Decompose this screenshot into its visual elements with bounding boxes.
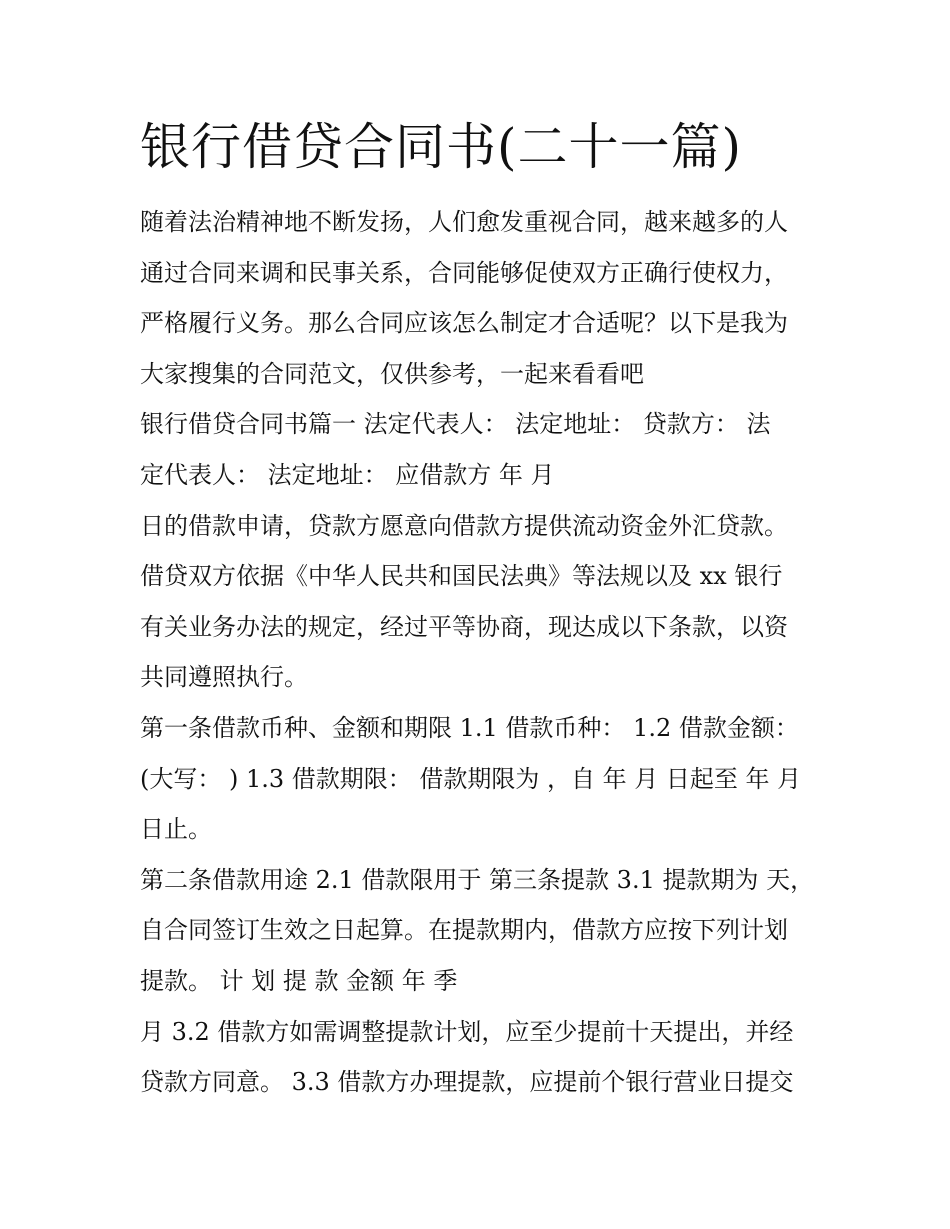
- paragraph-line: 提款。 计 划 提 款 金额 年 季: [140, 966, 458, 995]
- paragraph-line: 有关业务办法的规定，经过平等协商，现达成以下条款，以资: [140, 612, 788, 641]
- paragraph-line: 第二条借款用途 2.1 借款限用于 第三条提款 3.1 提款期为 天，: [140, 865, 815, 894]
- paragraph-line: 日止。: [140, 815, 212, 844]
- paragraph-line: (大写： ) 1.3 借款期限： 借款期限为 ，自 年 月 日起至 年 月: [140, 764, 802, 793]
- paragraph-line: 第一条借款币种、金额和期限 1.1 借款币种： 1.2 借款金额：: [140, 713, 799, 742]
- paragraph-line: 严格履行义务。那么合同应该怎么制定才合适呢？以下是我为: [140, 309, 788, 338]
- paragraph-line: 贷款方同意。 3.3 借款方办理提款，应提前个银行营业日提交: [140, 1068, 794, 1097]
- paragraph-line: 定代表人： 法定地址： 应借款方 年 月: [140, 460, 555, 489]
- paragraph-line: 自合同签订生效之日起算。在提款期内，借款方应按下列计划: [140, 916, 788, 945]
- document-body: [140, 197, 820, 1108]
- paragraph-line: 通过合同来调和民事关系，合同能够促使双方正确行使权力，: [140, 258, 788, 287]
- paragraph-line: 银行借贷合同书篇一 法定代表人： 法定地址： 贷款方： 法: [140, 410, 771, 439]
- paragraph-line: 日的借款申请，贷款方愿意向借款方提供流动资金外汇贷款。: [140, 511, 788, 540]
- paragraph-line: 借贷双方依据《中华人民共和国民法典》等法规以及 xx 银行: [140, 562, 783, 591]
- paragraph-line: 月 3.2 借款方如需调整提款计划，应至少提前十天提出，并经: [140, 1017, 794, 1046]
- paragraph-line: 随着法治精神地不断发扬，人们愈发重视合同，越来越多的人: [140, 208, 788, 236]
- paragraph-line: 共同遵照执行。: [140, 663, 308, 692]
- document-title: 银行借贷合同书(二十一篇): [140, 118, 743, 176]
- paragraph-line: 大家搜集的合同范文，仅供参考，一起来看看吧: [140, 359, 644, 388]
